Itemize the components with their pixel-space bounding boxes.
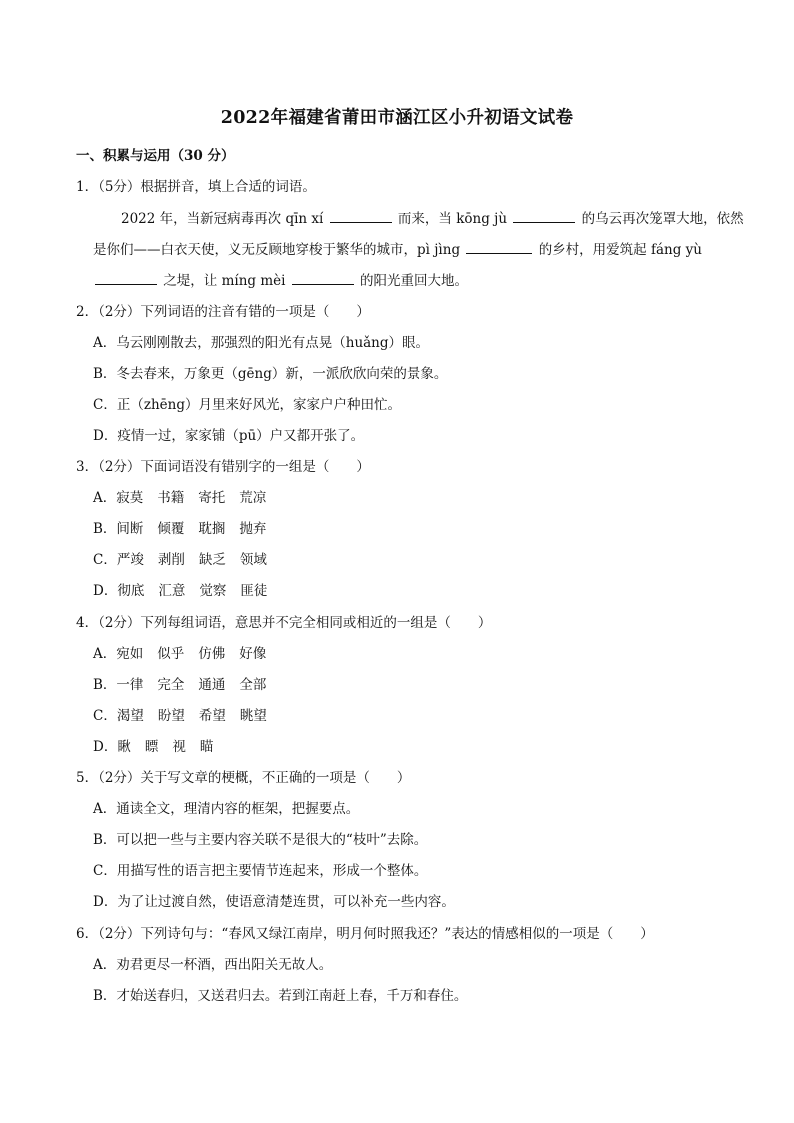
question-1-line-3 <box>93 269 468 289</box>
question-4-option-b[interactable]: B．一律 完全 通通 全部 <box>93 677 267 693</box>
question-5-stem: 5．（2分）关于写文章的梗概，不正确的一项是（ ） <box>76 770 411 786</box>
question-3-option-d[interactable]: D．彻底 汇意 觉察 匪徒 <box>93 583 268 599</box>
question-2-option-b[interactable]: B．冬去春来，万象更（gēng）新，一派欣欣向荣的景象。 <box>93 366 448 382</box>
q1-text-a: 2022 年，当新冠病毒再次 qīn xí <box>121 211 324 227</box>
question-5-option-b[interactable]: B．可以把一些与主要内容关联不是很大的“枝叶”去除。 <box>93 832 428 848</box>
question-3-stem: 3．（2分）下面词语没有错别字的一组是（ ） <box>76 459 370 475</box>
question-6-option-b[interactable]: B．才始送春归，又送君归去。若到江南赶上春，千万和春住。 <box>93 988 468 1004</box>
q1-blank-2[interactable] <box>513 210 575 223</box>
q1-blank-5[interactable] <box>292 272 354 285</box>
question-3-option-b[interactable]: B．间断 倾覆 耽搁 抛弃 <box>93 521 267 537</box>
question-5-option-a[interactable]: A．通读全文，理清内容的框架，把握要点。 <box>93 801 360 817</box>
section-heading: 一、积累与运用（30 分） <box>76 148 235 164</box>
question-6-stem: 6．（2分）下列诗句与：“春风又绿江南岸，明月何时照我还？”表达的情感相似的一项是（ ） <box>76 926 654 942</box>
q1-text-g: 的阳光重回大地。 <box>360 273 469 289</box>
page-title: 2022年福建省莆田市涵江区小升初语文试卷 <box>220 108 574 128</box>
question-4-stem: 4．（2分）下列每组词语，意思并不完全相同或相近的一组是（ ） <box>76 615 492 631</box>
question-1-stem: 1．（5分）根据拼音，填上合适的词语。 <box>76 179 316 195</box>
question-5-option-c[interactable]: C．用描写性的语言把主要情节连起来，形成一个整体。 <box>93 863 428 879</box>
q1-text-c: 的乌云再次笼罩大地，依然 <box>581 211 744 227</box>
question-1-line-1 <box>121 207 744 227</box>
q1-blank-3[interactable] <box>466 241 532 254</box>
question-2-stem: 2．（2分）下列词语的注音有错的一项是（ ） <box>76 304 370 320</box>
question-4-option-a[interactable]: A．宛如 似乎 仿佛 好像 <box>93 646 267 662</box>
question-1-line-2 <box>93 238 702 258</box>
question-3-option-a[interactable]: A．寂莫 书籍 寄托 荒凉 <box>93 490 267 506</box>
q1-blank-4[interactable] <box>95 272 157 285</box>
question-4-option-d[interactable]: D．瞅 瞟 视 瞄 <box>93 739 214 755</box>
question-2-option-d[interactable]: D．疫情一过，家家铺（pū）户又都开张了。 <box>93 428 365 444</box>
q1-text-d: 是你们——白衣天使，义无反顾地穿梭于繁华的城市，pì jìng <box>93 242 461 258</box>
question-6-option-a[interactable]: A．劝君更尽一杯酒，西出阳关无故人。 <box>93 957 333 973</box>
q1-text-b: 而来，当 kōng jù <box>397 211 508 227</box>
q1-blank-1[interactable] <box>330 210 392 223</box>
q1-text-f: 之堤，让 míng mèi <box>163 273 286 289</box>
question-3-option-c[interactable]: C．严竣 剥削 缺乏 领域 <box>93 552 267 568</box>
question-2-option-c[interactable]: C．正（zhēng）月里来好风光，家家户户种田忙。 <box>93 397 401 413</box>
question-5-option-d[interactable]: D．为了让过渡自然，使语意清楚连贯，可以补充一些内容。 <box>93 894 455 910</box>
question-4-option-c[interactable]: C．渴望 盼望 希望 眺望 <box>93 708 267 724</box>
q1-text-e: 的乡村，用爱筑起 fáng yù <box>538 242 702 258</box>
question-2-option-a[interactable]: A．乌云刚刚散去，那强烈的阳光有点晃（huǎng）眼。 <box>93 335 430 351</box>
